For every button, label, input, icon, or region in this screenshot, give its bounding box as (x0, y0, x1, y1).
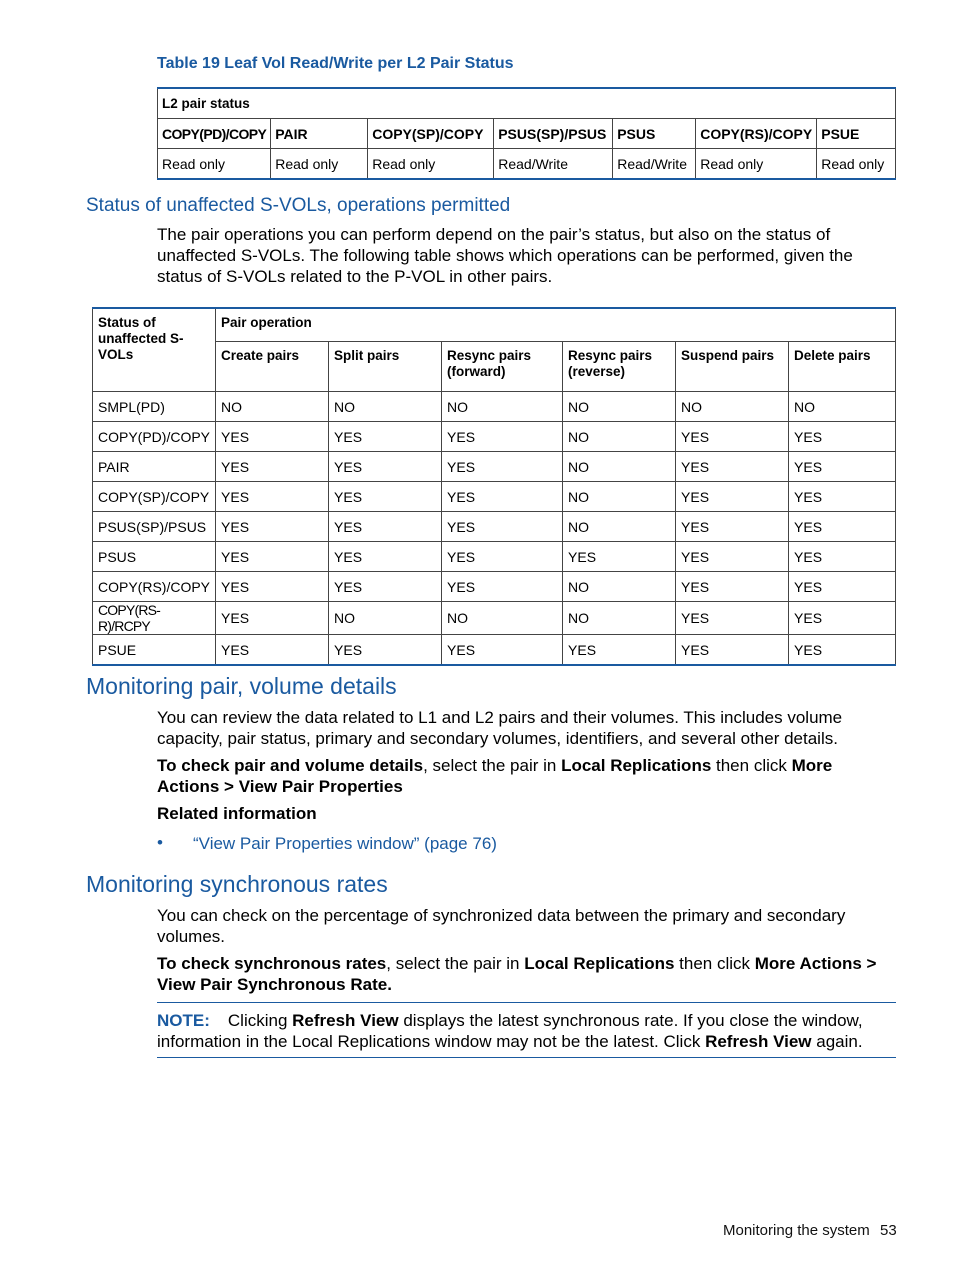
table-19-col-header: PAIR (271, 119, 368, 149)
note-text: displays the latest synchronous rate. If you close the window, information in the Local Replications window may not be the latest. Click (157, 1011, 863, 1051)
table-19-col-header: PSUS(SP)/PSUS (494, 119, 613, 149)
table-cell: YES (216, 572, 329, 602)
table-row (93, 542, 896, 572)
table-19-col-header: COPY(PD)/COPY (158, 119, 271, 149)
status-cell: COPY(PD)/COPY (93, 422, 216, 452)
table-row (93, 512, 896, 542)
table-19-col-header: COPY(RS)/COPY (696, 119, 817, 149)
instruction-monitoring-sync (157, 953, 897, 995)
table-cell: YES (789, 512, 896, 542)
table-cell: YES (442, 512, 563, 542)
instruction-monitoring-pair (157, 755, 897, 797)
related-link-view-pair-properties[interactable]: “View Pair Properties window” (page 76) (193, 834, 497, 853)
table-cell: Read/Write (613, 149, 696, 180)
instruction-text: , select the pair in (386, 954, 525, 973)
table-19-header-row (158, 119, 896, 149)
table-cell: YES (216, 452, 329, 482)
table-row (93, 602, 896, 635)
table-cell: YES (329, 512, 442, 542)
table-cell: NO (442, 392, 563, 422)
table-cell: YES (216, 512, 329, 542)
table-cell: YES (789, 572, 896, 602)
col-header-suspend: Suspend pairs (676, 342, 789, 392)
table-cell: YES (789, 422, 896, 452)
section-body-unaffected: The pair operations you can perform depend on the pair’s status, but also on the status of unaffected S-VOLs. The following table shows which operations can be performed, given the status of S-VOLs related to the P-VOL in other pairs. (157, 225, 853, 286)
table-cell: YES (329, 572, 442, 602)
page-number: 53 (880, 1222, 897, 1239)
table-cell: YES (216, 602, 329, 635)
table-cell: YES (442, 542, 563, 572)
table-cell: YES (442, 482, 563, 512)
status-cell: COPY(SP)/COPY (93, 482, 216, 512)
instruction-bold: To check synchronous rates (157, 954, 387, 973)
status-cell: COPY(RS-R)/RCPY (93, 602, 216, 635)
table-cell: NO (442, 602, 563, 635)
table-cell: NO (216, 392, 329, 422)
table-cell: YES (789, 452, 896, 482)
table-row (93, 482, 896, 512)
table-19-caption: Table 19 Leaf Vol Read/Write per L2 Pair Status (157, 55, 514, 72)
table-cell: NO (563, 512, 676, 542)
status-cell: PAIR (93, 452, 216, 482)
table-cell: YES (216, 482, 329, 512)
table-cell: NO (563, 452, 676, 482)
note-text: again. (811, 1032, 863, 1051)
table-row (93, 452, 896, 482)
table-cell: YES (442, 452, 563, 482)
note-box (157, 1002, 896, 1058)
table-cell: YES (789, 542, 896, 572)
table-cell: NO (329, 602, 442, 635)
instruction-text: , select the pair in (423, 756, 562, 775)
table-cell: YES (329, 422, 442, 452)
table-cell: YES (676, 512, 789, 542)
table-cell: NO (329, 392, 442, 422)
col-header-resync-reverse: Resync pairs (reverse) (563, 342, 676, 392)
note-bold: Refresh View (705, 1032, 812, 1051)
col-header-create: Create pairs (216, 342, 329, 392)
table-cell: YES (329, 542, 442, 572)
instruction-bold: Local Replications (524, 954, 675, 973)
table-cell: YES (789, 635, 896, 666)
table-cell: Read only (271, 149, 368, 180)
table-cell: NO (563, 422, 676, 452)
table-cell: YES (216, 542, 329, 572)
instruction-bold: More Actions > View Pair Properties (157, 756, 833, 796)
table-row (93, 572, 896, 602)
table-cell: NO (563, 602, 676, 635)
table-cell: YES (676, 602, 789, 635)
bullet-icon: • (157, 833, 163, 852)
table-cell: Read/Write (494, 149, 613, 180)
instruction-text: then click (711, 756, 792, 775)
status-cell: COPY(RS)/COPY (93, 572, 216, 602)
operations-table-body (93, 392, 896, 666)
table-row (93, 422, 896, 452)
operations-table (92, 307, 896, 666)
table-19-col-header: COPY(SP)/COPY (368, 119, 494, 149)
row-header-status: Status of unaffected S-VOLs (93, 308, 216, 392)
table-cell: YES (676, 422, 789, 452)
table-cell: NO (789, 392, 896, 422)
table-row (93, 392, 896, 422)
footer-section-title: Monitoring the system (723, 1222, 870, 1239)
table-cell: Read only (696, 149, 817, 180)
table-19 (157, 87, 896, 180)
instruction-text: then click (674, 954, 755, 973)
status-cell: PSUS(SP)/PSUS (93, 512, 216, 542)
table-cell: Read only (158, 149, 271, 180)
table-cell: NO (563, 392, 676, 422)
instruction-bold: To check pair and volume details (157, 756, 424, 775)
table-cell: YES (676, 572, 789, 602)
related-information-label: Related information (157, 804, 317, 823)
table-cell: YES (676, 542, 789, 572)
col-header-resync-forward: Resync pairs (forward) (442, 342, 563, 392)
section-heading-monitoring-pair: Monitoring pair, volume details (86, 673, 397, 699)
status-cell: SMPL(PD) (93, 392, 216, 422)
table-cell: YES (442, 422, 563, 452)
instruction-bold: More Actions > View Pair Synchronous Rate. (157, 954, 877, 994)
table-19-value-row (158, 149, 896, 180)
note-text: Clicking (227, 1011, 293, 1030)
table-cell: YES (329, 635, 442, 666)
table-cell: YES (676, 452, 789, 482)
table-cell: YES (676, 635, 789, 666)
table-19-col-header: PSUE (817, 119, 896, 149)
table-cell: YES (216, 635, 329, 666)
table-cell: YES (442, 572, 563, 602)
table-19-group-header: L2 pair status (158, 88, 896, 119)
table-cell: YES (789, 482, 896, 512)
table-cell: YES (563, 635, 676, 666)
table-cell: Read only (368, 149, 494, 180)
table-cell: YES (789, 602, 896, 635)
operations-table-header-row (93, 308, 896, 342)
section-heading-unaffected: Status of unaffected S-VOLs, operations permitted (86, 195, 511, 216)
table-cell: YES (563, 542, 676, 572)
section-heading-monitoring-sync: Monitoring synchronous rates (86, 871, 388, 897)
status-cell: PSUS (93, 542, 216, 572)
section-body-monitoring-sync: You can check on the percentage of synchronized data between the primary and secondary volumes. (157, 906, 846, 946)
table-cell: Read only (817, 149, 896, 180)
table-19-col-header: PSUS (613, 119, 696, 149)
col-header-delete: Delete pairs (789, 342, 896, 392)
table-cell: NO (676, 392, 789, 422)
group-header-pair-operation: Pair operation (216, 308, 896, 342)
table-cell: YES (216, 422, 329, 452)
table-cell: YES (442, 635, 563, 666)
note-bold: Refresh View (292, 1011, 399, 1030)
instruction-bold: Local Replications (561, 756, 712, 775)
note-label: NOTE: (157, 1011, 210, 1030)
table-row (93, 635, 896, 666)
table-cell: NO (563, 572, 676, 602)
table-cell: NO (563, 482, 676, 512)
table-cell: YES (329, 482, 442, 512)
table-cell: YES (676, 482, 789, 512)
col-header-split: Split pairs (329, 342, 442, 392)
section-body-monitoring-pair: You can review the data related to L1 and L2 pairs and their volumes. This includes volume capacity, pair status, primary and secondary volumes, identifiers, and several other details. (157, 708, 843, 748)
status-cell: PSUE (93, 635, 216, 666)
table-cell: YES (329, 452, 442, 482)
